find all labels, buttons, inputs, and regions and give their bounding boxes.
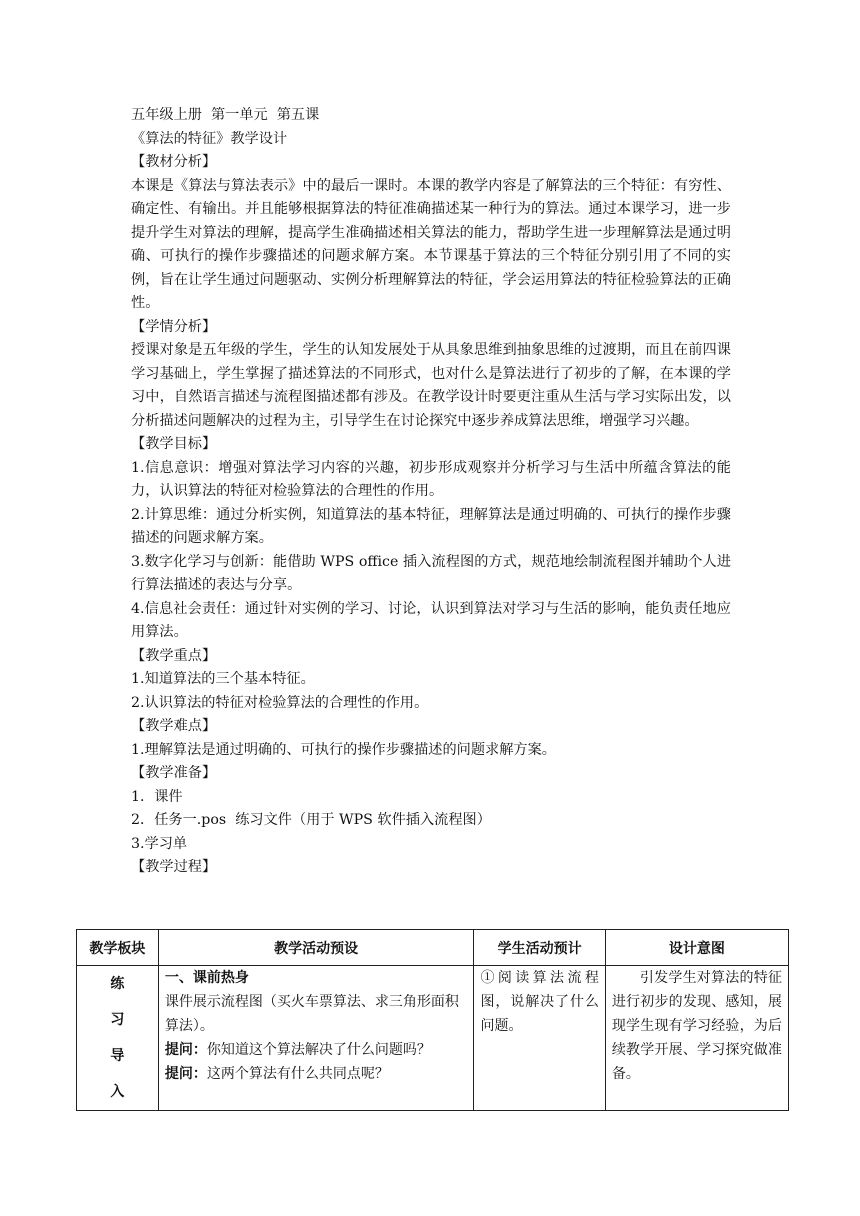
- activity-title: 一、课前热身: [164, 970, 249, 986]
- preparation-item: 2．任务一.pos 练习文件（用于 WPS 软件插入流程图）: [131, 812, 491, 828]
- question-label: 提问：: [164, 1042, 207, 1058]
- question-text: 你知道这个算法解决了什么问题吗？: [206, 1042, 431, 1058]
- header-intent: 设计意图: [605, 930, 788, 966]
- question-line: [165, 1062, 468, 1086]
- question-label: 提问：: [164, 1066, 207, 1082]
- teaching-process-table: [76, 929, 789, 1111]
- student-activity-cell: ①阅读算法流程图，说解决了什么问题。: [474, 966, 605, 1111]
- heading-students: 【学情分析】: [131, 318, 217, 335]
- block-char: 练: [110, 976, 125, 992]
- header-student: 学生活动预计: [474, 930, 605, 966]
- design-intent-cell: 引发学生对算法的特征进行初步的发现、感知，展现学生现有学习经验，为后续教学开展、学习探究做准备。: [605, 966, 788, 1111]
- heading-difficulties: 【教学难点】: [131, 718, 217, 734]
- table-header-row: [77, 930, 789, 966]
- question-line: [165, 1038, 468, 1062]
- header-activity: 教学活动预设: [158, 930, 474, 966]
- document-title: 《算法的特征》教学设计: [131, 130, 288, 147]
- heading-preparation: 【教学准备】: [131, 765, 217, 781]
- table-row: [77, 966, 789, 1111]
- heading-material: 【教材分析】: [131, 154, 217, 170]
- key-point-item: 1.知道算法的三个基本特征。: [131, 671, 315, 687]
- block-char: 导: [110, 1048, 125, 1064]
- header-block: 教学板块: [77, 930, 159, 966]
- block-char: 入: [110, 1084, 125, 1100]
- activity-text: 课件展示流程图（买火车票算法、求三角形面积算法）。: [164, 994, 459, 1034]
- key-point-item: 2.认识算法的特征对检验算法的合理性的作用。: [131, 694, 429, 711]
- activity-cell: [158, 966, 474, 1111]
- goal-item: 2.计算思维：通过分析实例，知道算法的基本特征，理解算法是通过明确的、可执行的操作步骤描述的问题求解方案。: [131, 506, 731, 546]
- material-analysis-text: 本课是《算法与算法表示》中的最后一课时。本课的教学内容是了解算法的三个特征：有穷性、确定性、有输出。并且能够根据算法的特征准确描述某一种行为的算法。通过本课学习，进一步提升学生对算法的理解，提高学生准确描述相关算法的能力，帮助学生进一步理解算法是通过明确、可执行的操作步骤描述的问题求解方案。本节课基于算法的三个特征分别引用了不同的实例，旨在让学生通过问题驱动、实例分析理解算法的特征，学会运用算法的特征检验算法的正确性。: [131, 177, 731, 311]
- preparation-item: 1．课件: [131, 788, 183, 805]
- heading-key-points: 【教学重点】: [131, 647, 217, 664]
- goal-item: 3.数字化学习与创新：能借助 WPS office 插入流程图的方式，规范地绘制流程图并辅助个人进行算法描述的表达与分享。: [131, 553, 731, 593]
- goal-item: 1.信息意识：增强对算法学习内容的兴趣，初步形成观察并分析学习与生活中所蕴含算法的能力，认识算法的特征对检验算法的合理性的作用。: [131, 459, 731, 499]
- heading-process: 【教学过程】: [131, 859, 217, 875]
- block-name-cell: [77, 966, 159, 1111]
- question-text: 这两个算法有什么共同点呢？: [206, 1066, 389, 1082]
- difficulty-item: 1.理解算法是通过明确的、可执行的操作步骤描述的问题求解方案。: [131, 741, 556, 758]
- block-char: 习: [110, 1012, 125, 1028]
- preparation-item: 3.学习单: [131, 835, 188, 852]
- student-analysis-text: 授课对象是五年级的学生，学生的认知发展处于从具象思维到抽象思维的过渡期，而且在前四课学习基础上，学生掌握了描述算法的不同形式，也对什么是算法进行了初步的了解，在本课的学习中，自然语言描述与流程图描述都有涉及。在教学设计时要更注重从生活与学习实际出发，以分析描述问题解决的过程为主，引导学生在讨论探究中逐步养成算法思维，增强学习兴趣。: [131, 342, 731, 429]
- lesson-plan-text: [131, 104, 731, 880]
- goal-item: 4.信息社会责任：通过针对实例的学习、讨论，认识到算法对学习与生活的影响，能负责任地应用算法。: [131, 600, 731, 640]
- grade-line: 五年级上册 第一单元 第五课: [131, 107, 320, 123]
- heading-goals: 【教学目标】: [131, 436, 217, 452]
